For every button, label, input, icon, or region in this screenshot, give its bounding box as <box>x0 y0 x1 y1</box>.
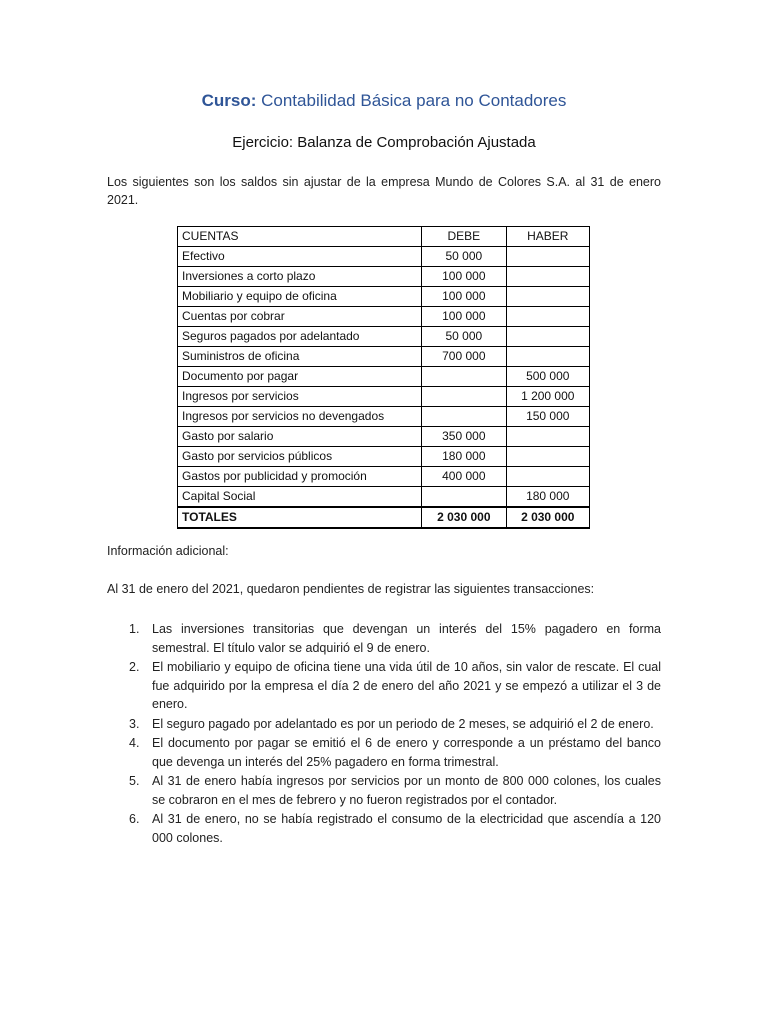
credit-cell: 500 000 <box>506 367 589 387</box>
list-item <box>107 715 661 734</box>
debit-cell: 50 000 <box>422 327 506 347</box>
table-row <box>178 247 590 267</box>
credit-cell <box>506 347 589 367</box>
table-row <box>178 367 590 387</box>
table-row <box>178 387 590 407</box>
table-row <box>178 327 590 347</box>
credit-cell <box>506 467 589 487</box>
debit-cell: 100 000 <box>422 307 506 327</box>
table-row <box>178 407 590 427</box>
totals-label: TOTALES <box>178 507 422 528</box>
account-cell: Suministros de oficina <box>178 347 422 367</box>
debit-cell <box>422 387 506 407</box>
header-cuentas: CUENTAS <box>178 227 422 247</box>
list-item-text: El seguro pagado por adelantado es por un periodo de 2 meses, se adquirió el 2 de enero. <box>152 716 654 731</box>
course-name: Contabilidad Básica para no Contadores <box>261 91 567 110</box>
account-cell: Efectivo <box>178 247 422 267</box>
debit-cell: 100 000 <box>422 267 506 287</box>
list-item-number: 4. <box>129 736 140 750</box>
exercise-title: Ejercicio: Balanza de Comprobación Ajustada <box>232 134 536 151</box>
account-cell: Documento por pagar <box>178 367 422 387</box>
list-item <box>107 810 661 847</box>
transactions-list <box>107 620 661 848</box>
account-cell: Mobiliario y equipo de oficina <box>178 287 422 307</box>
list-item <box>107 620 661 657</box>
account-cell: Gastos por publicidad y promoción <box>178 467 422 487</box>
table-row <box>178 487 590 508</box>
account-cell: Gasto por salario <box>178 427 422 447</box>
credit-cell <box>506 267 589 287</box>
header-haber: HABER <box>506 227 589 247</box>
credit-cell <box>506 307 589 327</box>
list-item-number: 5. <box>129 774 140 788</box>
table-row <box>178 267 590 287</box>
credit-cell <box>506 287 589 307</box>
account-cell: Seguros pagados por adelantado <box>178 327 422 347</box>
credit-cell: 180 000 <box>506 487 589 508</box>
intro-paragraph: Los siguientes son los saldos sin ajustar de la empresa Mundo de Colores S.A. al 31 de enero 2021. <box>107 175 661 207</box>
list-item <box>107 772 661 809</box>
credit-cell <box>506 447 589 467</box>
debit-cell: 50 000 <box>422 247 506 267</box>
list-item-number: 2. <box>129 660 140 674</box>
list-item-number: 6. <box>129 812 140 826</box>
course-title <box>0 91 768 111</box>
credit-cell: 1 200 000 <box>506 387 589 407</box>
account-cell: Inversiones a corto plazo <box>178 267 422 287</box>
list-item <box>107 658 661 714</box>
table-row <box>178 467 590 487</box>
course-label: Curso: <box>201 91 257 110</box>
credit-cell <box>506 247 589 267</box>
totals-debit: 2 030 000 <box>422 507 506 528</box>
list-item-text: El mobiliario y equipo de oficina tiene una vida útil de 10 años, sin valor de rescate. El cual fue adquirido por la empresa el día 2 de enero del año 2021 y se empezó a utilizar el 3 de enero. <box>152 660 661 711</box>
debit-cell: 100 000 <box>422 287 506 307</box>
totals-credit: 2 030 000 <box>506 507 589 528</box>
debit-cell <box>422 407 506 427</box>
table-row <box>178 427 590 447</box>
trial-balance-table <box>177 226 590 529</box>
list-item-text: Al 31 de enero había ingresos por servicios por un monto de 800 000 colones, los cuales se cobraron en el mes de febrero y no fueron registrados por el contador. <box>152 774 661 807</box>
table-row <box>178 287 590 307</box>
header-debe: DEBE <box>422 227 506 247</box>
account-cell: Gasto por servicios públicos <box>178 447 422 467</box>
pending-transactions-text: Al 31 de enero del 2021, quedaron pendientes de registrar las siguientes transacciones: <box>107 582 595 596</box>
account-cell: Ingresos por servicios no devengados <box>178 407 422 427</box>
credit-cell <box>506 427 589 447</box>
account-cell: Cuentas por cobrar <box>178 307 422 327</box>
debit-cell: 350 000 <box>422 427 506 447</box>
debit-cell <box>422 487 506 508</box>
debit-cell: 700 000 <box>422 347 506 367</box>
list-item-text: El documento por pagar se emitió el 6 de enero y corresponde a un préstamo del banco que devenga un interés del 25% pagadero en forma trimestral. <box>152 736 661 769</box>
debit-cell: 180 000 <box>422 447 506 467</box>
list-item-number: 3. <box>129 716 140 731</box>
list-item <box>107 734 661 771</box>
debit-cell: 400 000 <box>422 467 506 487</box>
table-row <box>178 347 590 367</box>
credit-cell <box>506 327 589 347</box>
additional-info-label: Información adicional: <box>107 544 229 558</box>
list-item-number: 1. <box>129 622 140 636</box>
table-row <box>178 447 590 467</box>
list-item-text: Las inversiones transitorias que devengan un interés del 15% pagadero en forma semestral. El título valor se adquirió el 9 de enero. <box>152 622 661 655</box>
totals-row <box>178 507 590 528</box>
credit-cell: 150 000 <box>506 407 589 427</box>
account-cell: Ingresos por servicios <box>178 387 422 407</box>
table-row <box>178 307 590 327</box>
account-cell: Capital Social <box>178 487 422 508</box>
table-header-row <box>178 227 590 247</box>
debit-cell <box>422 367 506 387</box>
list-item-text: Al 31 de enero, no se había registrado el consumo de la electricidad que ascendía a 120 000 colones. <box>152 812 661 845</box>
